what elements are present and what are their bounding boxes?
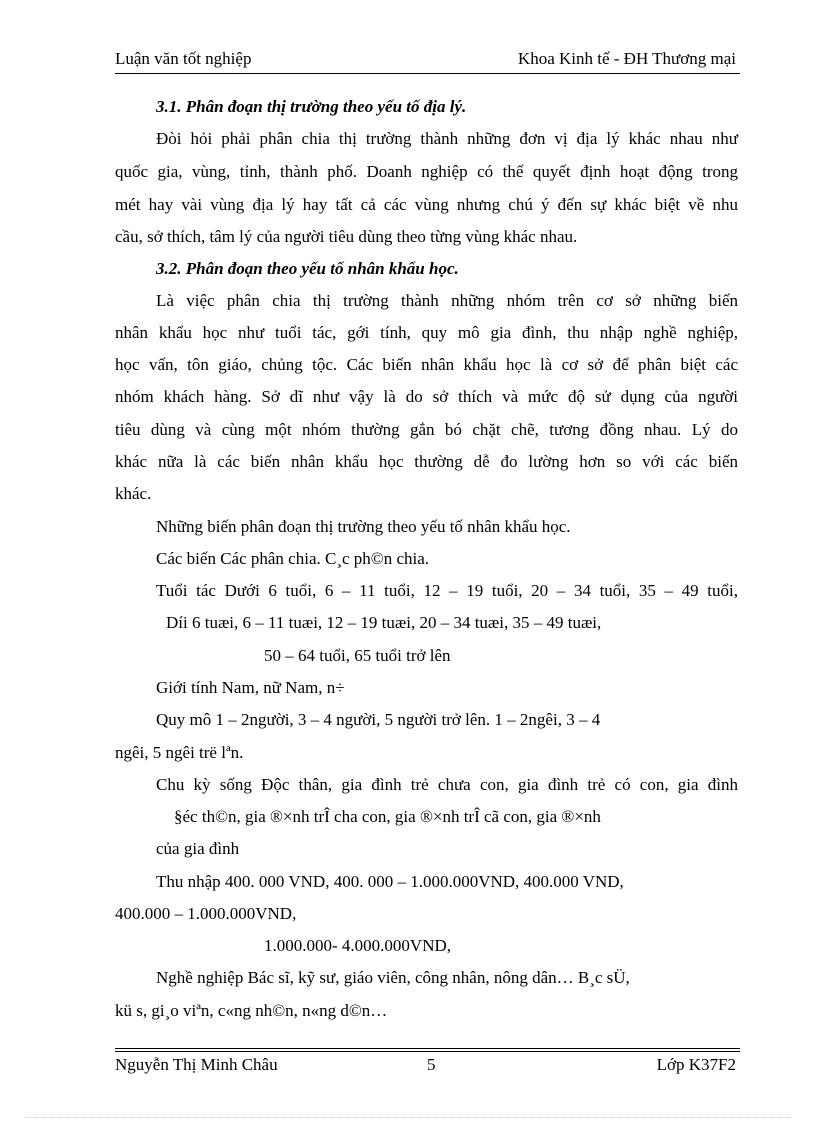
- text-line: Đòi hỏi phải phân chia thị trường thành những đơn vị địa lý khác nhau như: [156, 129, 738, 148]
- text-line: kü s, gi¸o viªn, c«ng nh©n, n«ng d©n…: [115, 1001, 388, 1020]
- text-line: 50 – 64 tuổi, 65 tuổi trở lên: [264, 646, 451, 665]
- text-line: nhóm khách hàng. Sở dĩ như vậy là do sở thích và mức độ sử dụng của người: [115, 387, 738, 406]
- text-line: 400.000 – 1.000.000VND,: [115, 904, 297, 923]
- text-line: Giới tính Nam, nữ Nam, n÷: [156, 678, 345, 697]
- page-footer: [115, 1055, 738, 1077]
- text-line: ngêi, 5 ngêi trë lªn.: [115, 743, 244, 762]
- page-header: [115, 49, 738, 71]
- text-line: nhân khẩu học như tuổi tác, gới tính, quy mô gia đình, thu nhập nghề nghiệp,: [115, 323, 738, 342]
- text-line: 3.2. Phân đoạn theo yếu tố nhân khẩu học.: [156, 259, 459, 278]
- text-line: Nghề nghiệp Bác sĩ, kỹ sư, giáo viên, công nhân, nông dân… B¸c sÜ,: [156, 968, 630, 987]
- text-line: §éc th©n, gia ®×nh trÎ cha con, gia ®×nh trÎ cã con, gia ®×nh: [174, 807, 601, 826]
- text-line: khác.: [115, 484, 152, 503]
- text-line: Là việc phân chia thị trường thành những nhóm trên cơ sở những biến: [156, 291, 738, 310]
- text-line: 3.1. Phân đoạn thị trường theo yếu tố địa lý.: [156, 97, 467, 116]
- footer-rule-bottom: [115, 1051, 740, 1052]
- footer-rule-top: [115, 1048, 740, 1049]
- text-line: Thu nhập 400. 000 VND, 400. 000 – 1.000.000VND, 400.000 VND,: [156, 872, 624, 891]
- page-edge-dots: [25, 1117, 791, 1118]
- text-line: Díi 6 tuæi, 6 – 11 tuæi, 12 – 19 tuæi, 20 – 34 tuæi, 35 – 49 tuæi,: [166, 613, 602, 632]
- text-line: tiêu dùng và cùng một nhóm thường gắn bó chặt chẽ, tương đồng nhau. Lý do: [115, 420, 738, 439]
- text-line: Tuổi tác Dưới 6 tuổi, 6 – 11 tuổi, 12 – 19 tuổi, 20 – 34 tuổi, 35 – 49 tuổi,: [156, 581, 738, 600]
- footer-class: Lớp K37F2: [656, 1055, 736, 1074]
- text-line: học vấn, tôn giáo, chủng tộc. Các biến nhân khẩu học là cơ sở để phân biệt các: [115, 355, 738, 374]
- text-line: Chu kỳ sống Độc thân, gia đình trẻ chưa con, gia đình trẻ có con, gia đình: [156, 775, 738, 794]
- text-line: 1.000.000- 4.000.000VND,: [264, 936, 451, 955]
- text-line: Những biến phân đoạn thị trường theo yếu tố nhân khẩu học.: [156, 517, 571, 536]
- text-line: quốc gia, vùng, tỉnh, thành phố. Doanh nghiệp có thể quyết định hoạt động trong: [115, 162, 738, 181]
- text-line: cầu, sở thích, tâm lý của người tiêu dùng theo từng vùng khác nhau.: [115, 227, 578, 246]
- footer-author: Nguyễn Thị Minh Châu: [115, 1055, 278, 1074]
- text-line: Các biến Các phân chia. C¸c ph©n chia.: [156, 549, 430, 568]
- header-left: Luận văn tốt nghiệp: [115, 49, 252, 68]
- text-line: mét hay vài vùng địa lý hay tất cả các vùng nhưng chú ý đến sự khác biệt về nhu: [115, 195, 738, 214]
- text-line: của gia đình: [156, 839, 240, 858]
- page-number: 5: [427, 1055, 436, 1074]
- header-right: Khoa Kinh tế - ĐH Thương mại: [517, 49, 736, 68]
- text-line: khác nữa là các biến nhân khẩu học thường dễ đo lường hơn so với các biến: [115, 452, 738, 471]
- header-rule: [115, 73, 740, 74]
- text-line: Quy mô 1 – 2người, 3 – 4 người, 5 người trở lên. 1 – 2ngêi, 3 – 4: [156, 710, 601, 729]
